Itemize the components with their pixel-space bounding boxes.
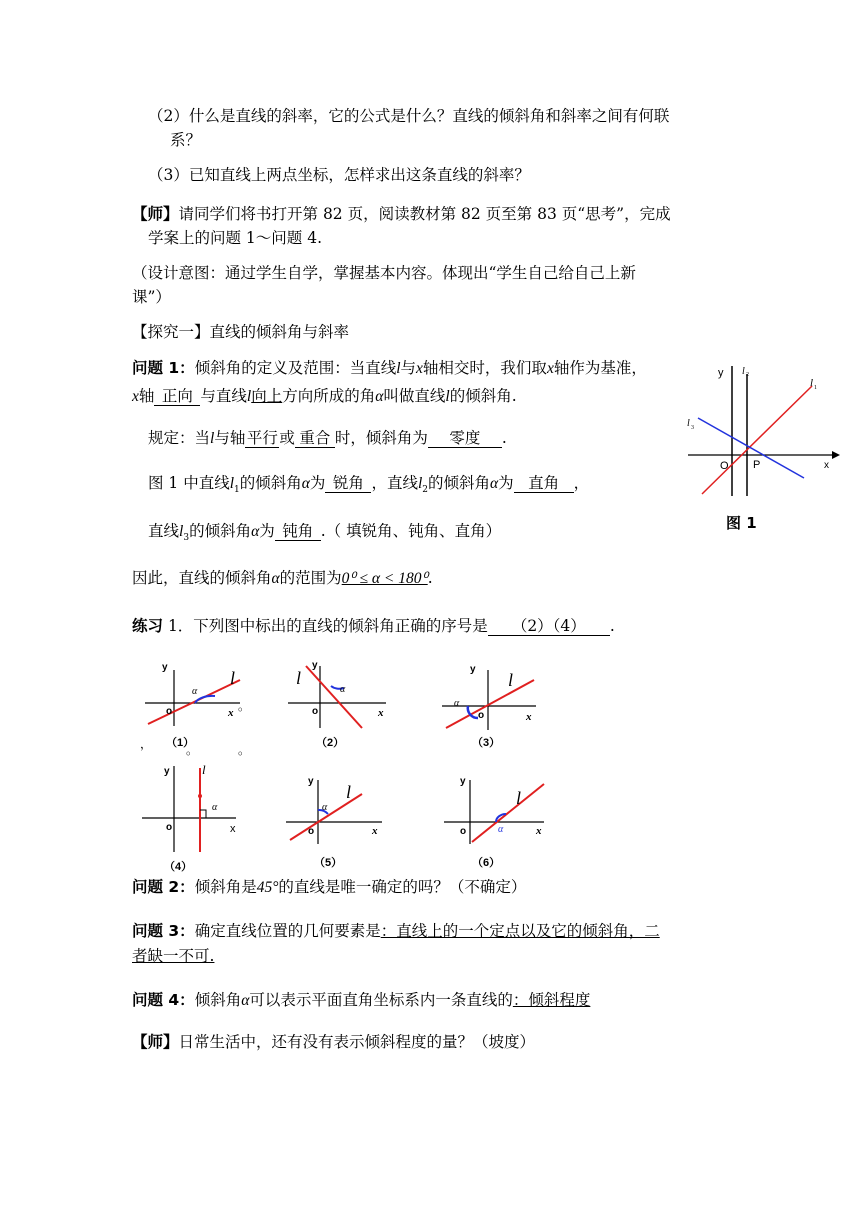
x-label: x xyxy=(230,823,236,835)
text: 的倾斜角 xyxy=(189,522,252,540)
stray-mark: 。 xyxy=(186,743,199,757)
x-label: x xyxy=(372,825,378,837)
text: 与轴 xyxy=(214,429,246,447)
x-label: x xyxy=(526,711,532,723)
math-alpha: α xyxy=(375,388,384,405)
math-x: x xyxy=(546,360,554,377)
y-label: y xyxy=(162,662,168,673)
y-label: y xyxy=(312,660,318,671)
problem-4-label: 问题 4： xyxy=(132,991,195,1009)
answer-blank: 零度 xyxy=(428,429,502,448)
answer-blank: 向上 xyxy=(251,387,283,405)
text: 轴相交时，我们取 xyxy=(422,359,547,377)
problem-4 xyxy=(132,990,590,1011)
fig1-l1-sub: 1 xyxy=(814,385,817,391)
origin-label: o xyxy=(312,706,319,717)
text: 为 xyxy=(259,522,275,540)
fig1-y-label: y xyxy=(718,367,724,379)
origin-label: o xyxy=(478,710,485,721)
text: 或 xyxy=(279,429,295,447)
problem-3-line1 xyxy=(132,921,660,941)
math-l: l xyxy=(229,475,235,492)
text: 图 1 中直线 xyxy=(148,474,230,492)
l-label: l xyxy=(346,782,352,802)
problem-1-line1 xyxy=(132,358,647,379)
text: 为 xyxy=(498,474,514,492)
text: 方向所成的角 xyxy=(282,387,376,405)
math-deg: 45° xyxy=(256,879,279,896)
design-intent-line1: （设计意图：通过学生自学，掌握基本内容。体现出“学生自己给自己上新 xyxy=(132,264,636,282)
math-l: l xyxy=(246,388,252,405)
graph-label: （3） xyxy=(472,737,501,749)
fig1-l2-label: l xyxy=(742,366,745,377)
text: 倾斜角 xyxy=(194,991,242,1009)
y-label: y xyxy=(164,766,170,777)
graph-6 xyxy=(440,760,560,872)
subscript: 1 xyxy=(234,485,240,496)
teacher-prompt-1 xyxy=(132,204,671,224)
l-label: l xyxy=(230,668,236,688)
explore-1-heading: 【探究一】直线的倾斜角与斜率 xyxy=(132,323,350,341)
l-label: l xyxy=(202,762,206,777)
graph-label: （2） xyxy=(316,737,345,749)
graph-label: （5） xyxy=(314,857,343,869)
l-label: l xyxy=(516,788,522,808)
text: 轴 xyxy=(138,387,155,405)
angle-range xyxy=(132,568,433,589)
text: 叫做直线 xyxy=(383,387,446,405)
l-label: l xyxy=(296,668,302,688)
figure-1-caption: 图 1 xyxy=(726,514,757,532)
text: 倾斜角的定义及范围：当直线 xyxy=(194,359,397,377)
origin-label: o xyxy=(166,822,173,833)
answer-blank: 平行 xyxy=(246,429,278,447)
stray-mark: 。 xyxy=(238,699,251,713)
design-intent-line2: 课”） xyxy=(132,288,171,306)
text: 1．下列图中标出的直线的倾斜角正确的序号是 xyxy=(163,617,488,635)
math-alpha: α xyxy=(241,992,250,1009)
line-l xyxy=(290,794,362,840)
text: 时，倾斜角为 xyxy=(334,429,428,447)
subscript: 3 xyxy=(183,533,190,544)
math-l: l xyxy=(417,475,423,492)
graph-2 xyxy=(286,658,406,758)
math-x: x xyxy=(132,388,139,405)
text: .（ 填锐角、钝角、直角） xyxy=(320,522,502,540)
graph-label: （1） xyxy=(166,737,195,749)
text: 与直线 xyxy=(200,387,247,405)
alpha-label: α xyxy=(454,698,460,709)
teacher-prompt-2 xyxy=(132,1032,535,1052)
range-expression: 0⁰ ≤ α < 180⁰ xyxy=(341,570,428,587)
x-label: x xyxy=(228,707,234,719)
origin-label: o xyxy=(460,826,467,837)
figure-1-graph xyxy=(682,356,842,506)
text: 为 xyxy=(309,474,326,492)
text: . xyxy=(501,429,507,447)
alpha-label: α xyxy=(498,824,504,835)
answer-blank: ：倾斜程度 xyxy=(512,991,591,1009)
line-l xyxy=(306,666,362,728)
question-3: （3）已知直线上两点坐标，怎样求出这条直线的斜率？ xyxy=(148,166,530,184)
text: . xyxy=(609,617,615,635)
figure-1-text-line1 xyxy=(148,473,589,500)
fig1-l3-label: l xyxy=(687,418,690,429)
text: 可以表示平面直角坐标系内一条直线的 xyxy=(249,991,513,1009)
graph-3 xyxy=(440,658,560,758)
problem-2-label: 问题 2： xyxy=(132,878,195,896)
math-l: l xyxy=(179,523,184,540)
problem-1-line2 xyxy=(132,386,517,407)
text: 轴作为基准， xyxy=(553,359,647,377)
fig1-l1-label: l xyxy=(810,377,814,389)
exercise-1 xyxy=(132,616,615,636)
math-alpha: α xyxy=(490,475,499,492)
math-alpha: α xyxy=(271,570,280,587)
alpha-label: α xyxy=(192,686,198,697)
math-l: l xyxy=(396,360,401,377)
teacher-tag: 【师】 xyxy=(132,1033,179,1051)
text: 与 xyxy=(400,359,417,377)
text: ，直线 xyxy=(371,474,418,492)
alpha-label: α xyxy=(340,684,346,695)
point xyxy=(198,794,202,798)
answer-blank: 重合 xyxy=(295,429,335,448)
teacher-tag: 【师】 xyxy=(132,205,179,223)
problem-2 xyxy=(132,877,526,898)
y-label: y xyxy=(308,776,314,787)
angle-arc xyxy=(195,696,215,703)
line-l1 xyxy=(702,386,812,494)
line-l3 xyxy=(698,418,804,478)
exercise-label: 练习 xyxy=(132,617,164,635)
text: ， xyxy=(573,474,590,492)
alpha-label: α xyxy=(322,802,328,813)
x-label: x xyxy=(536,825,542,837)
text: 的倾斜角 xyxy=(428,474,491,492)
problem-3-label: 问题 3： xyxy=(132,922,195,940)
answer-blank: 正向 xyxy=(154,387,200,406)
math-x: x xyxy=(416,360,423,377)
fig1-l2-sub: 2 xyxy=(746,372,749,378)
text: 规定：当 xyxy=(148,429,211,447)
fig1-x-label: x xyxy=(824,460,829,471)
line-l xyxy=(472,784,544,842)
answer-blank: 钝角 xyxy=(275,522,321,541)
math-l: l xyxy=(210,430,215,447)
problem-3-line2 xyxy=(132,946,214,966)
subscript: 2 xyxy=(422,485,428,496)
answer-underline: ：直线上的一个定点以及它的倾斜角，二 xyxy=(380,922,660,940)
problem-1-label: 问题 1： xyxy=(132,359,195,377)
math-alpha: α xyxy=(301,475,310,492)
text: 日常生活中，还有没有表示倾斜程度的量？（坡度） xyxy=(178,1033,536,1051)
text: 直线 xyxy=(148,522,180,540)
text: 的倾斜角. xyxy=(449,387,517,405)
teacher-prompt-1-text: 请同学们将书打开第 82 页，阅读教材第 82 页至第 83 页“思考”，完成 xyxy=(178,205,671,223)
answer-blank: 锐角 xyxy=(325,474,371,493)
text: 倾斜角是 xyxy=(194,878,257,896)
graph-5 xyxy=(282,760,402,872)
text: 确定直线位置的几何要素是 xyxy=(194,922,381,940)
graph-4 xyxy=(140,760,260,872)
fig1-l3-sub: 3 xyxy=(691,425,694,431)
answer-underline: 者缺一不可. xyxy=(132,947,215,965)
answer-blank: （2）（4） xyxy=(488,617,610,636)
text: 因此，直线的倾斜角 xyxy=(132,569,272,587)
fig1-origin-label: O xyxy=(720,460,729,472)
question-2-line1: （2）什么是直线的斜率，它的公式是什么？直线的倾斜角和斜率之间有何联 xyxy=(148,107,670,125)
x-label: x xyxy=(378,707,384,719)
x-axis-arrow xyxy=(832,451,840,459)
math-l: l xyxy=(445,388,450,405)
stray-mark: ， xyxy=(140,737,153,751)
alpha-label: α xyxy=(212,802,218,813)
answer-blank: 直角 xyxy=(514,474,574,493)
text: . xyxy=(427,569,433,587)
text: 的范围为 xyxy=(279,569,342,587)
math-alpha: α xyxy=(251,523,260,540)
graph-label: （4） xyxy=(164,861,193,873)
l-label: l xyxy=(508,670,514,690)
teacher-prompt-1-line2: 学案上的问题 1～问题 4. xyxy=(148,229,323,247)
text: 的倾斜角 xyxy=(239,474,302,492)
fig1-p-label: P xyxy=(753,459,761,471)
stray-mark: 。 xyxy=(238,743,251,757)
figure-1-text-line2 xyxy=(148,521,501,548)
question-2-line2: 系？ xyxy=(170,131,202,149)
y-label: y xyxy=(470,664,476,675)
graph-label: （6） xyxy=(472,857,501,869)
y-label: y xyxy=(460,776,466,787)
text: 的直线是唯一确定的吗？（不确定） xyxy=(278,878,527,896)
origin-label: o xyxy=(166,706,173,717)
rule-line xyxy=(148,428,507,449)
origin-label: o xyxy=(308,826,315,837)
